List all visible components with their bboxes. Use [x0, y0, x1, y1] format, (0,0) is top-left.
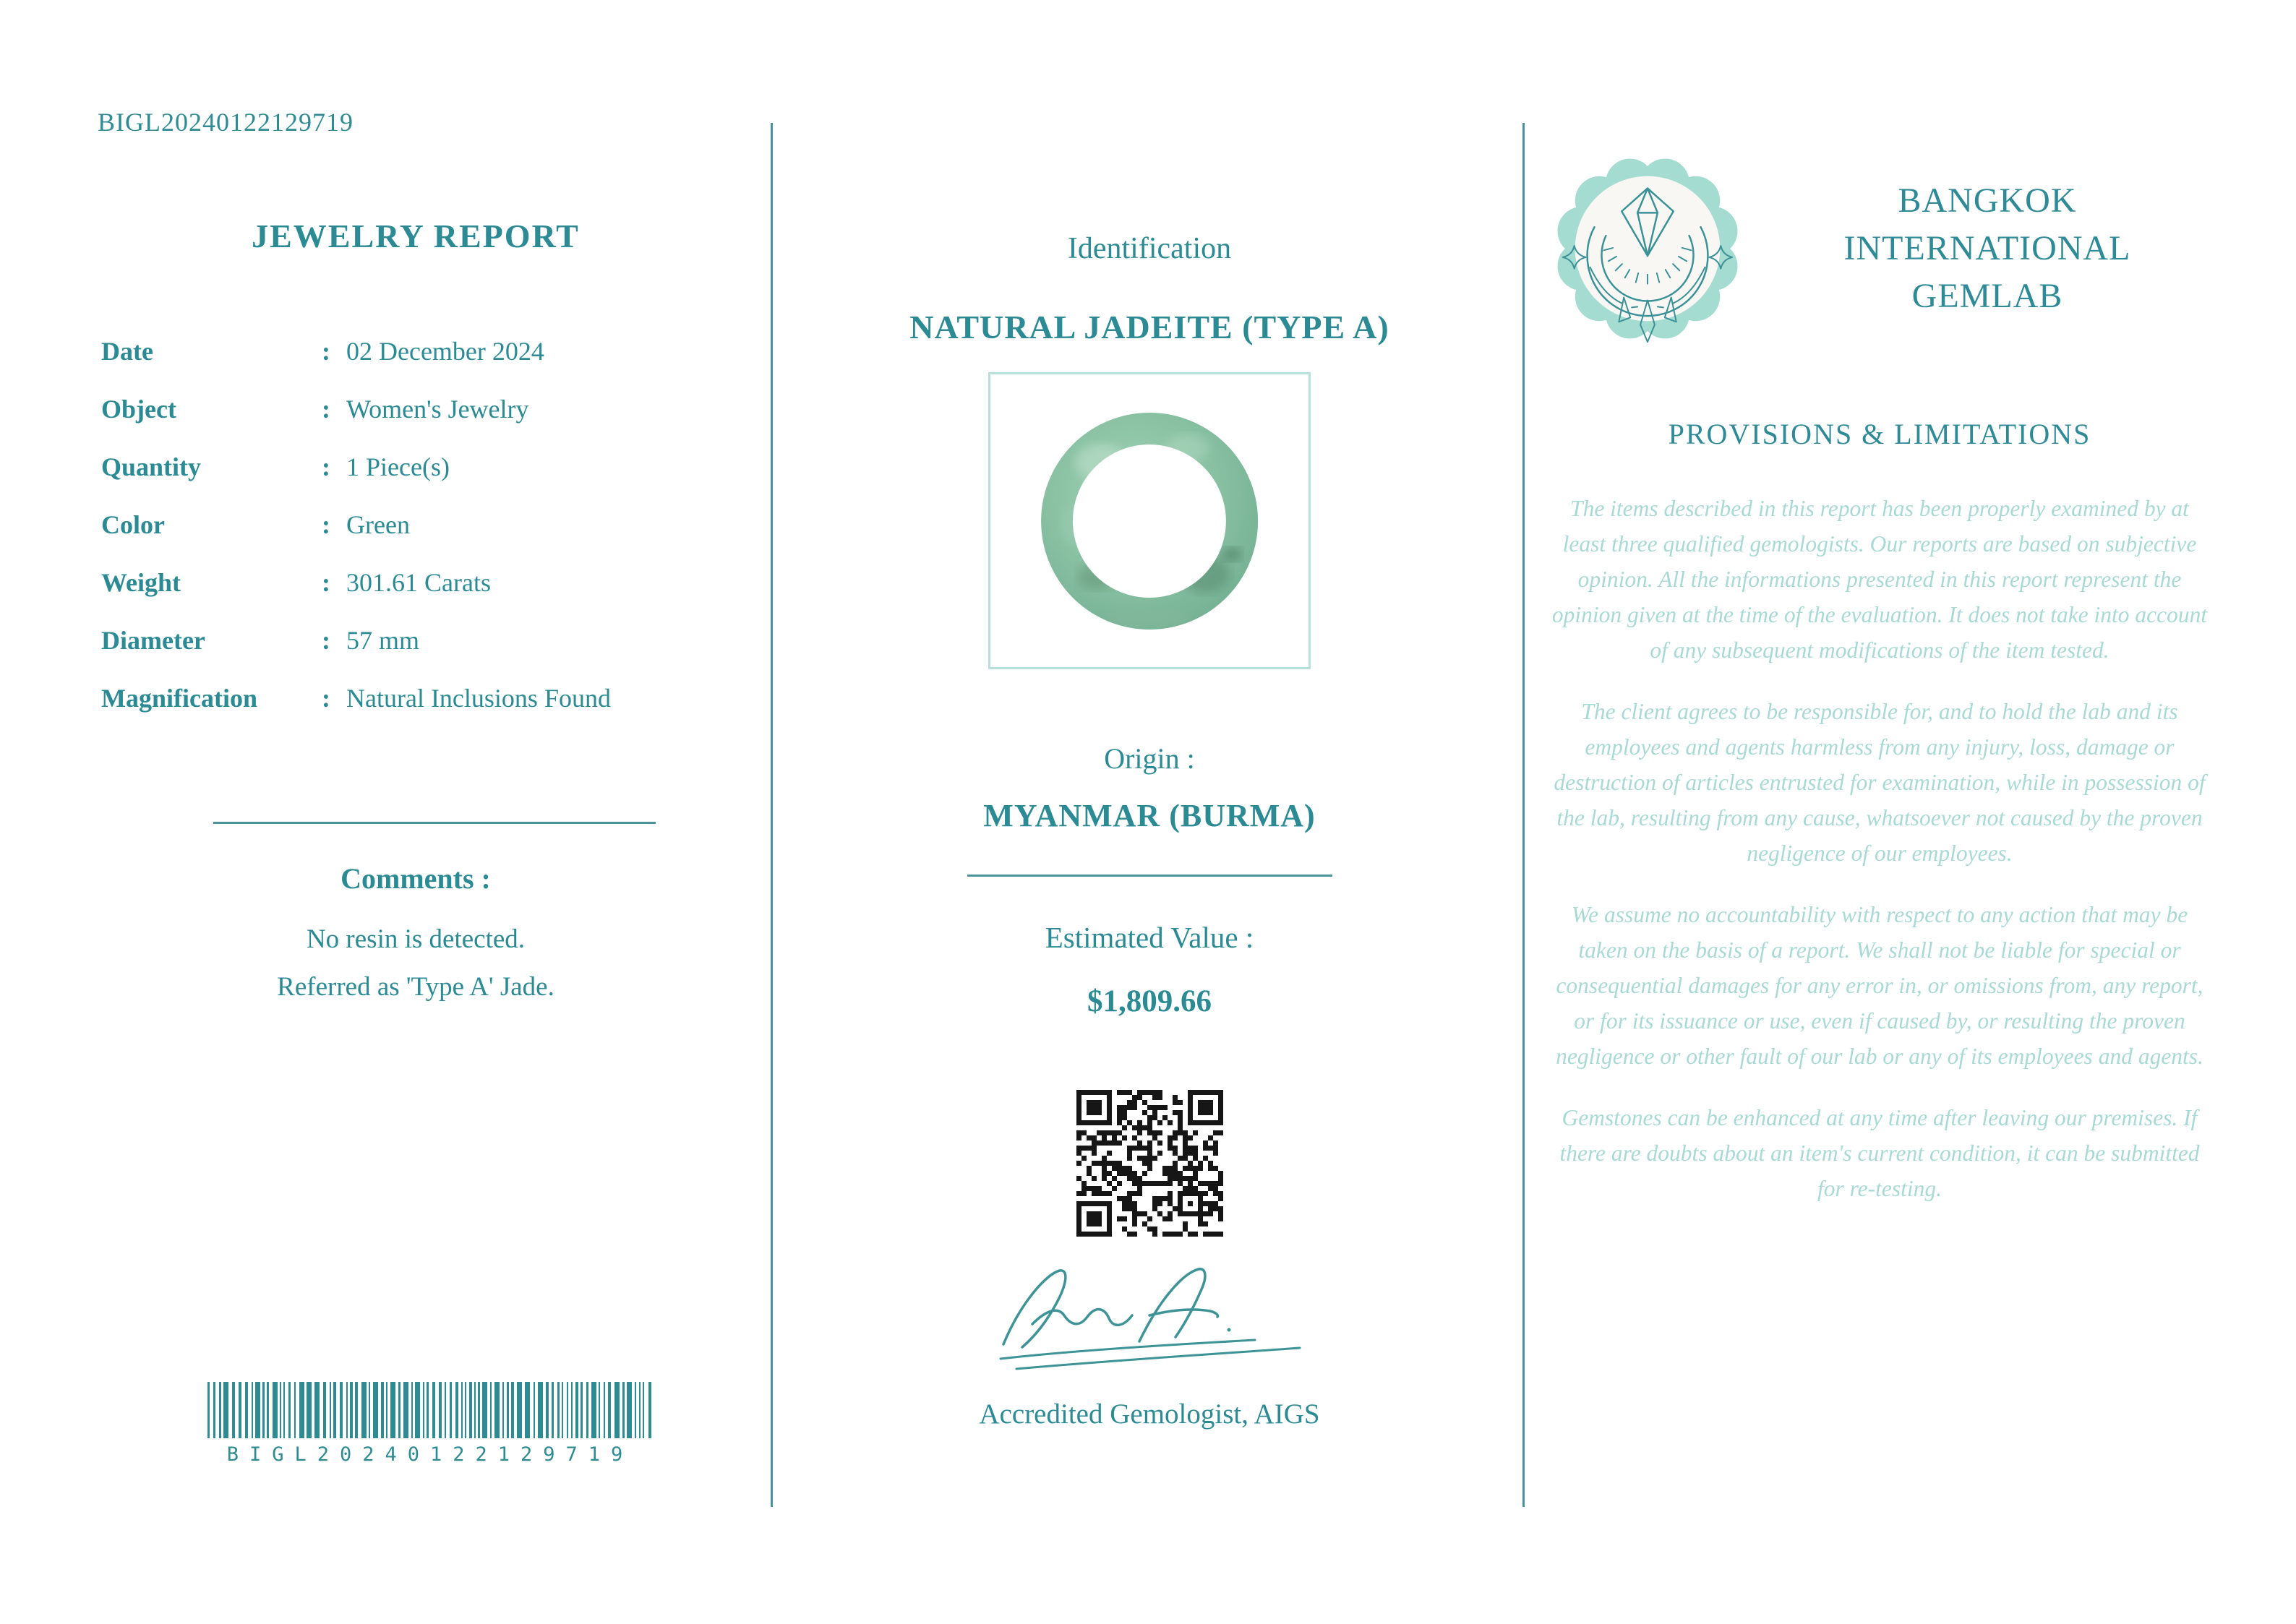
field-colon: :: [322, 626, 330, 655]
lab-name-line: GEMLAB: [1911, 277, 2063, 315]
provisions-paragraph: The client agrees to be responsible for, and to hold the lab and its employees and agents harmless from any injury, loss, damage or destruction of articles entrusted for examination, while in possession of the lab, resulting from any cause, whatsoever not caused by the proven negligence of our employees.: [1554, 699, 2206, 866]
report-details-column: [101, 217, 730, 1011]
field-value: Natural Inclusions Found: [346, 684, 611, 713]
field-colon: :: [322, 684, 330, 713]
field-colon: :: [322, 452, 330, 481]
comment-line: No resin is detected.: [306, 924, 526, 954]
field-row-object: [101, 394, 730, 424]
lab-column: [1547, 148, 2212, 1206]
field-colon: :: [322, 337, 330, 366]
comments-text: [101, 916, 730, 1011]
identification-result: NATURAL JADEITE (TYPE A): [909, 309, 1389, 345]
field-value: 57 mm: [346, 626, 420, 655]
barcode-text: BIGL20240122129719: [226, 1443, 634, 1466]
identification-column: [802, 231, 1496, 1430]
field-row-diameter: [101, 625, 730, 656]
field-row-date: [101, 336, 730, 366]
field-row-color: [101, 510, 730, 540]
estimated-value-label: Estimated Value :: [1045, 921, 1254, 954]
field-value: 301.61 Carats: [346, 568, 491, 597]
gemlab-logo: [1547, 148, 1748, 349]
field-label: Diameter: [101, 626, 205, 655]
identification-heading: Identification: [1067, 232, 1232, 265]
provisions-heading: PROVISIONS & LIMITATIONS: [1668, 418, 2091, 450]
field-label: Weight: [101, 568, 181, 597]
origin-label: Origin :: [1104, 742, 1195, 775]
barcode-image: [206, 1382, 654, 1438]
field-value: 02 December 2024: [346, 337, 544, 366]
field-row-quantity: [101, 452, 730, 482]
estimated-value: $1,809.66: [1087, 984, 1212, 1018]
gemologist-signature: [802, 1256, 1496, 1386]
comment-line: Referred as 'Type A' Jade.: [277, 972, 554, 1002]
signer-title: Accredited Gemologist, AIGS: [979, 1399, 1320, 1430]
field-row-weight: [101, 567, 730, 598]
report-fields: [101, 336, 730, 713]
field-row-magnification: [101, 683, 730, 713]
comments-heading: Comments :: [340, 862, 491, 895]
qr-code: [1076, 1090, 1223, 1237]
signature-image: [990, 1256, 1308, 1383]
report-title: JEWELRY REPORT: [252, 218, 580, 254]
lab-header: [1547, 148, 2212, 349]
item-photo-frame: [988, 372, 1311, 669]
barcode-block: [206, 1382, 654, 1466]
lab-name-line: INTERNATIONAL: [1843, 229, 2131, 267]
provisions-paragraph: We assume no accountability with respect to any action that may be taken on the basis of a report. We shall not be liable for special or consequential damages for any error in, or omissions from, any report, or for its issuance or use, even if caused by, or resulting the proven negligence or other fault of our lab or any of its employees and agents.: [1556, 902, 2203, 1069]
field-value: 1 Piece(s): [346, 452, 450, 481]
provisions-paragraph: The items described in this report has been properly examined by at least three qualified gemologists. Our reports are based on subjective opinion. All the informations presented in this report represent the opinion given at the time of the evaluation. It does not take into account of any subsequent modifications of the item tested.: [1551, 496, 2208, 663]
field-label: Date: [101, 337, 153, 366]
field-label: Object: [101, 395, 176, 424]
value-divider-line: [967, 875, 1332, 877]
jade-bangle-photo: [1016, 387, 1283, 655]
column-divider-right: [1522, 123, 1525, 1507]
field-colon: :: [322, 510, 330, 539]
qr-code-wrap: [802, 1090, 1496, 1240]
lab-name: [1762, 177, 2212, 320]
provisions-paragraph: Gemstones can be enhanced at any time after leaving our premises. If there are doubts about an item's current condition, it can be submitted for re-testing.: [1559, 1105, 2200, 1201]
report-number: BIGL20240122129719: [98, 108, 354, 137]
field-label: Magnification: [101, 684, 257, 713]
comments-divider-line: [213, 822, 656, 824]
origin-value: MYANMAR (BURMA): [983, 798, 1316, 833]
field-value: Green: [346, 510, 410, 539]
field-value: Women's Jewelry: [346, 395, 529, 424]
field-label: Quantity: [101, 452, 202, 481]
field-colon: :: [322, 395, 330, 424]
column-divider-left: [771, 123, 773, 1507]
field-colon: :: [322, 568, 330, 597]
field-label: Color: [101, 510, 165, 539]
lab-name-line: BANGKOK: [1898, 181, 2077, 220]
